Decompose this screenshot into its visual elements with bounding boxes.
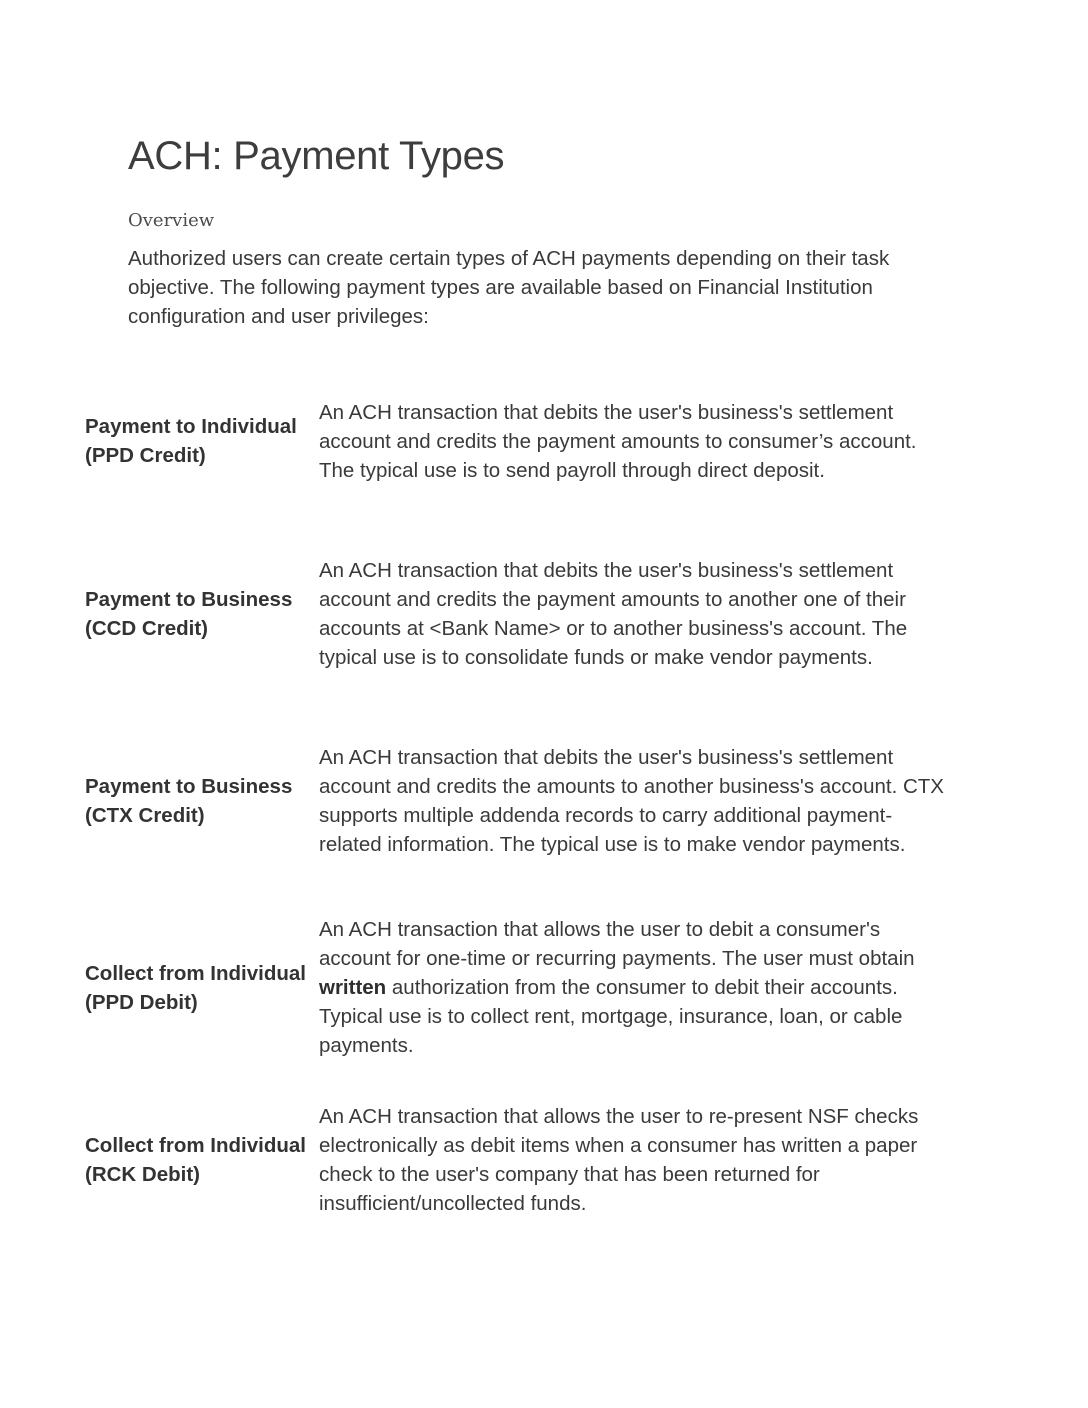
payment-type-description: An ACH transaction that allows the user to re-present NSF checks electronically as debit items when a consumer has written a paper check to the user's company that has been returned for insufficient/uncollected funds.	[319, 1105, 919, 1215]
intro-paragraph: Authorized users can create certain types of ACH payments depending on their task objective. The following payment types are available based on Financial Institution configuration and user privileges:	[128, 247, 890, 328]
payment-type-name: Payment to Business (CCD Credit)	[85, 587, 293, 640]
payment-type-row-rck-debit	[85, 1095, 955, 1225]
payment-type-description: An ACH transaction that debits the user's business's settlement account and credits the payment amounts to consumer’s account. The typical use is to send payroll through direct deposit.	[319, 400, 917, 482]
payment-type-row-ctx-credit	[85, 721, 955, 880]
description-text: An ACH transaction that allows the user to debit a consumer's account for one-time or recurring payments. The user must obtain	[319, 918, 915, 970]
payment-type-row-ccd-credit	[85, 534, 955, 693]
payment-type-name: Collect from Individual (RCK Debit)	[85, 1134, 306, 1186]
description-text: authorization from the consumer to debit their accounts. Typical use is to collect rent, mortgage, insurance, loan, or cable payments.	[319, 976, 903, 1057]
payment-types-list	[85, 376, 955, 1253]
payment-type-name: Payment to Business (CTX Credit)	[85, 774, 293, 827]
description-emphasis: written	[319, 976, 387, 999]
payment-type-description: An ACH transaction that debits the user's business's settlement account and credits the payment amounts to another one of their accounts at <Bank Name> or to another business's account. The typical use is to consolidate funds or make vendor payments.	[319, 558, 908, 669]
payment-type-description: An ACH transaction that debits the user's business's settlement account and credits the amounts to another business's account. CTX supports multiple addenda records to carry additional payment-related information. The typical use is to make vendor payments.	[319, 745, 944, 856]
payment-type-name: Payment to Individual (PPD Credit)	[85, 415, 297, 467]
payment-type-name: Collect from Individual (PPD Debit)	[85, 961, 306, 1014]
payment-type-row-ppd-credit	[85, 376, 955, 506]
payment-type-description	[319, 915, 955, 1060]
page-title: ACH: Payment Types	[128, 134, 505, 178]
overview-heading: Overview	[128, 210, 215, 231]
payment-type-row-ppd-debit	[85, 908, 955, 1067]
